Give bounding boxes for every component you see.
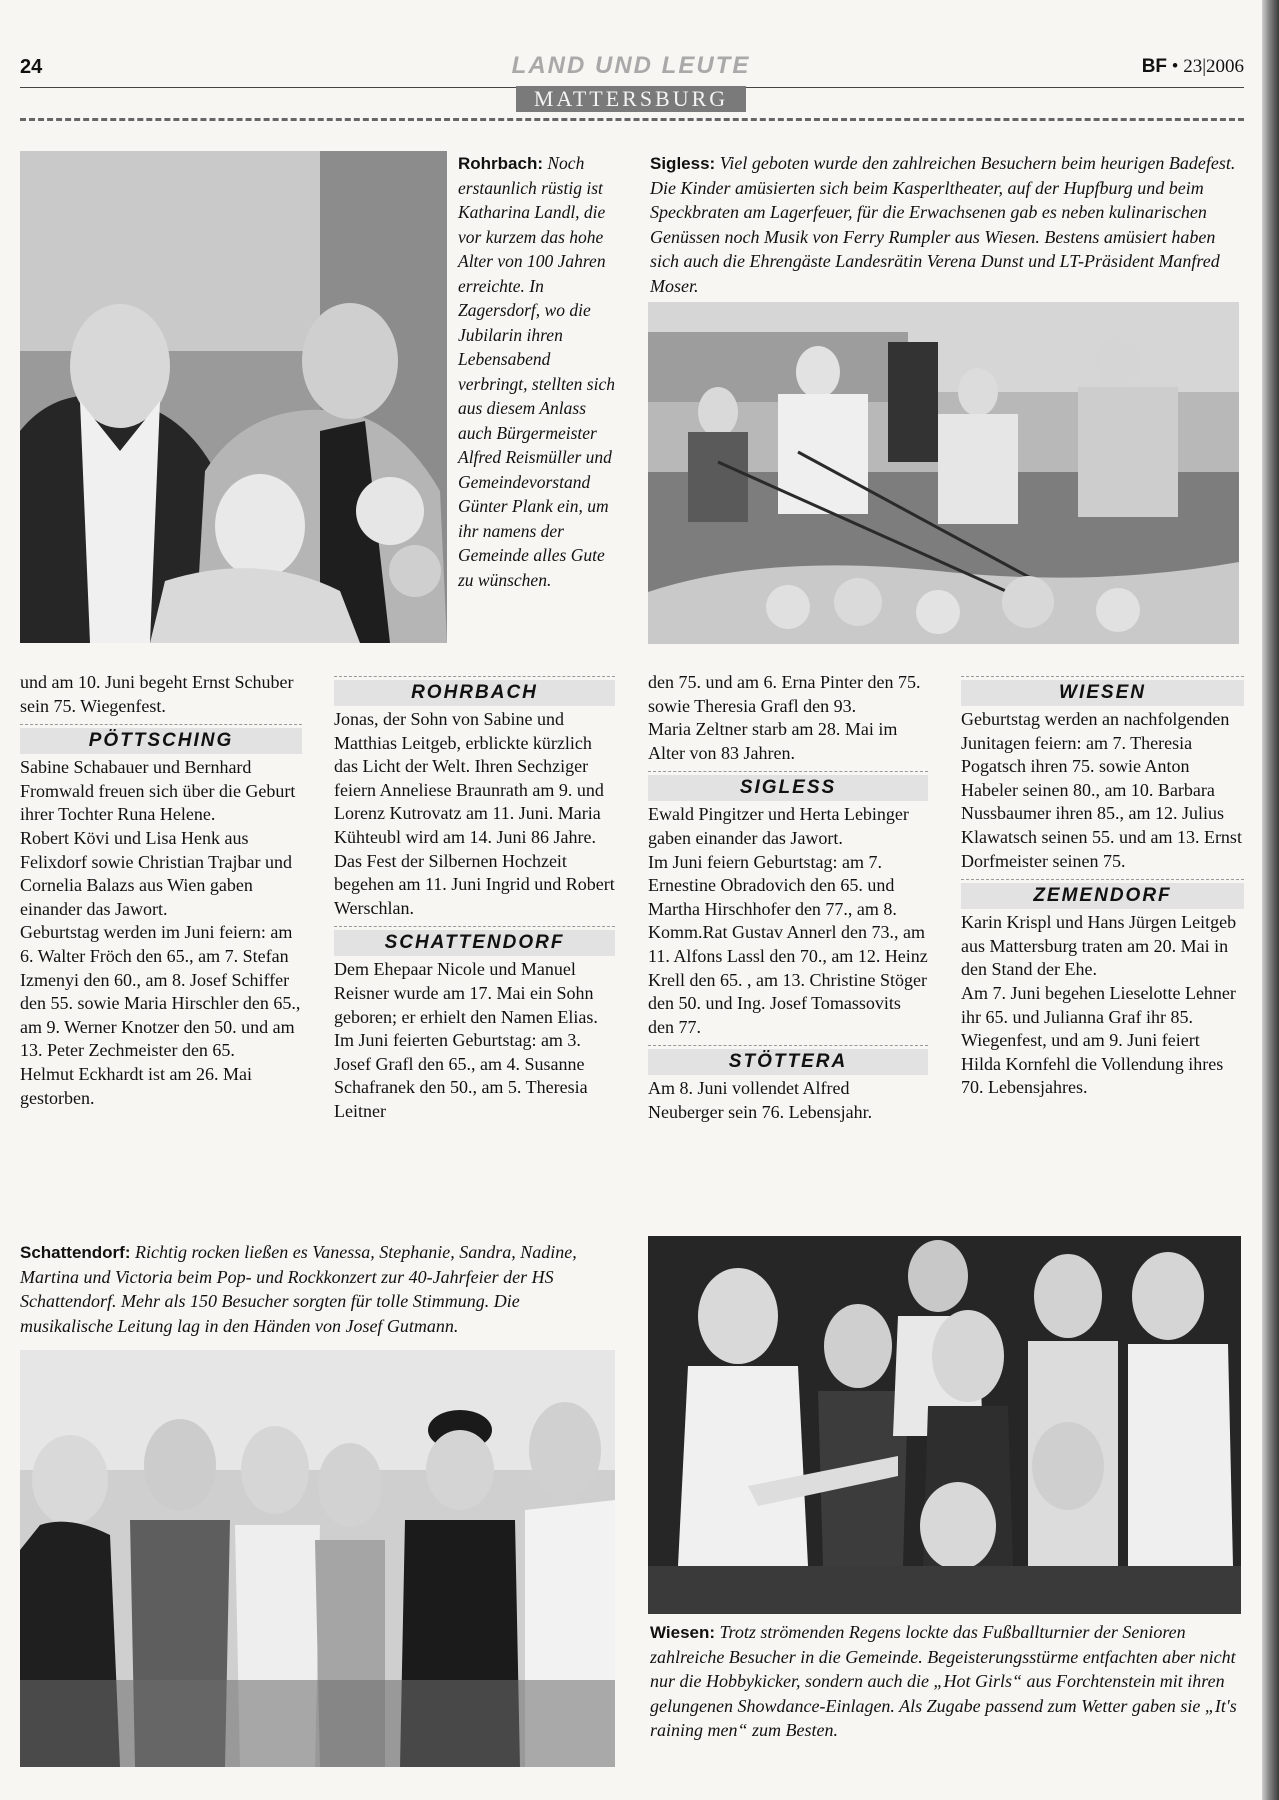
region-banner xyxy=(0,86,1262,112)
section-heading-wiesen: WIESEN xyxy=(961,676,1244,706)
caption-text: Richtig rocken ließen es Vanessa, Stephanie, Sandra, Nadine, Martina und Victoria beim Pop- und Rockkonzert zur 40-Jahrfeier der HS Schattendorf. Mehr als 150 Besucher sorgten für tolle Stimmung. Die musikalische Leitung lag in den Händen von Josef Gutmann. xyxy=(20,1242,577,1336)
issue-separator: • xyxy=(1171,56,1179,77)
stoettera-paragraph: Am 8. Juni vollendet Alfred Neuberger sein 76. Lebensjahr. xyxy=(648,1078,873,1122)
schattendorf-paragraph: Im Juni feierten Geburtstag: am 3. Josef Grafl den 65., am 4. Susanne Schafranek den 50., am 5. Theresia Leitner xyxy=(334,1030,588,1121)
caption-lead: Rohrbach: xyxy=(458,154,543,173)
zemendorf-paragraph: Am 7. Juni begehen Lieselotte Lehner ihr 65. und Julianna Graf ihr 85. Wiegenfest, und am 9. Juni feiert Hilda Kornfehl die Vollendung ihres 70. Lebensjahres. xyxy=(961,982,1236,1098)
caption-text: Trotz strömenden Regens lockte das Fußballturnier der Senioren zahlreiche Besucher in die Gemeinde. Begeisterungsstürme entfachten aber nicht nur die Hobbykicker, sondern auch die „Hot Girls“ aus Forchtenstein mit ihren gelungenen Showdance-Einlagen. Als Zugabe passend zum Wetter gaben sie „It's raining men“ zum Besten. xyxy=(650,1622,1237,1740)
header-dashed-divider xyxy=(20,118,1244,121)
rohrbach-paragraph: Jonas, der Sohn von Sabine und Matthias Leitgeb, erblickte kürzlich das Licht der Welt. Ihren Sechziger feiern Anneliese Braunrath am 9. und Lorenz Kutrovatz am 11. Juni. Maria Kühteubl wird am 14. Juni 86 Jahre. xyxy=(334,709,604,847)
publication-name: BF xyxy=(1141,56,1168,77)
issue-number: 23|2006 xyxy=(1183,56,1244,77)
poettsching-paragraph: Helmut Eckhardt ist am 26. Mai gestorben. xyxy=(20,1063,252,1108)
page-number: 24 xyxy=(20,56,43,78)
section-heading-zemendorf: ZEMENDORF xyxy=(961,879,1244,909)
region-title: MATTERSBURG xyxy=(516,86,746,112)
col3-intro: den 75. und am 6. Erna Pinter den 75. sowie Theresia Grafl den 93. xyxy=(648,672,921,716)
photo-wiesen-dancers xyxy=(648,1236,1241,1614)
column-1 xyxy=(20,671,302,1110)
section-heading-rohrbach: ROHRBACH xyxy=(334,676,615,706)
scan-page-edge xyxy=(1262,0,1279,1800)
poettsching-paragraph: Sabine Schabauer und Bernhard Fromwald freuen sich über die Geburt ihrer Tochter Runa Helene. xyxy=(20,757,296,825)
schattendorf-paragraph: Dem Ehepaar Nicole und Manuel Reisner wurde am 17. Mai ein Sohn geboren; er erhielt den Namen Elias. xyxy=(334,959,598,1027)
zemendorf-paragraph: Karin Krispl und Hans Jürgen Leitgeb aus Mattersburg traten am 20. Mai in den Stand der Ehe. xyxy=(961,912,1237,980)
column-3 xyxy=(648,671,928,1125)
wiesen-paragraph: Geburtstag werden an nachfolgenden Junitagen feiern: am 7. Theresia Pogatsch ihren 75. sowie Anton Habeler seinen 80., am 10. Barbara Nussbaumer ihren 85., am 12. Julius Klawatsch seinen 55. und am 13. Ernst Dorfmeister seinen 75. xyxy=(961,709,1242,871)
section-heading-poettsching: PÖTTSCHING xyxy=(20,724,302,754)
issue-info xyxy=(1142,56,1244,78)
caption-lead: Wiesen: xyxy=(650,1623,716,1642)
caption-lead: Sigless: xyxy=(650,154,716,173)
column-2 xyxy=(334,671,615,1124)
poettsching-paragraph: Robert Kövi und Lisa Henk aus Felixdorf sowie Christian Trajbar und Cornelia Balazs aus Wien gaben einander das Jawort. xyxy=(20,827,292,919)
caption-rohrbach xyxy=(458,151,623,592)
section-heading-schattendorf: SCHATTENDORF xyxy=(334,926,615,956)
caption-sigless xyxy=(650,151,1247,298)
caption-schattendorf xyxy=(20,1240,612,1338)
section-title: LAND UND LEUTE xyxy=(511,52,751,79)
caption-text: Viel geboten wurde den zahlreichen Besuchern beim heurigen Badefest. Die Kinder amüsierten sich beim Kasperltheater, auf der Hupfburg und beim Speckbraten am Lagerfeuer, für die Erwachsenen gab es neben kulinarischen Genüssen noch Musik von Ferry Rumpler aus Wiesen. Bestens amüsiert haben sich auch die Ehrengäste Landesrätin Verena Dunst und LT-Präsident Manfred Moser. xyxy=(650,153,1236,296)
photo-schattendorf-students xyxy=(20,1350,615,1767)
section-heading-sigless: SIGLESS xyxy=(648,771,928,801)
sigless-paragraph: Im Juni feiern Geburtstag: am 7. Ernestine Obradovich den 65. und Martha Hirschhofer den 77., am 8. Komm.Rat Gustav Annerl den 73., am 11. Alfons Lassl den 70., am 12. Heinz Krell den 65. , am 13. Christine Stöger den 50. und Ing. Josef Tomassovits den 77. xyxy=(648,851,928,1037)
photo-rohrbach-jubilee xyxy=(20,151,447,643)
sigless-paragraph: Ewald Pingitzer und Herta Lebinger gaben einander das Jawort. xyxy=(648,804,909,848)
caption-text: Noch erstaunlich rüstig ist Katharina Landl, die vor kurzem das hohe Alter von 100 Jahren erreichte. In Zagersdorf, wo die Jubilarin ihren Lebensabend verbringt, stellten sich aus diesem Anlass auch Bürgermeister Alfred Reismüller und Gemeindevorstand Günter Plank ein, um ihr namens der Gemeinde alles Gute zu wünschen. xyxy=(458,153,615,590)
caption-wiesen xyxy=(650,1620,1242,1743)
rohrbach-paragraph: Das Fest der Silbernen Hochzeit begehen am 11. Juni Ingrid und Robert Werschlan. xyxy=(334,850,615,918)
col1-intro: und am 10. Juni begeht Ernst Schuber sein 75. Wiegenfest. xyxy=(20,672,294,716)
photo-sigless-festival xyxy=(648,302,1239,644)
section-heading-stoettera: STÖTTERA xyxy=(648,1045,928,1075)
caption-lead: Schattendorf: xyxy=(20,1243,131,1262)
column-4 xyxy=(961,671,1244,1100)
poettsching-paragraph: Geburtstag werden im Juni feiern: am 6. Walter Fröch den 65., am 7. Stefan Izmenyi den 60., am 8. Josef Schiffer den 55. sowie Maria Hirschler den 65., am 9. Werner Knotzer den 50. und am 13. Peter Zechmeister den 65. xyxy=(20,922,301,1061)
col3-paragraph: Maria Zeltner starb am 28. Mai im Alter von 83 Jahren. xyxy=(648,719,898,763)
